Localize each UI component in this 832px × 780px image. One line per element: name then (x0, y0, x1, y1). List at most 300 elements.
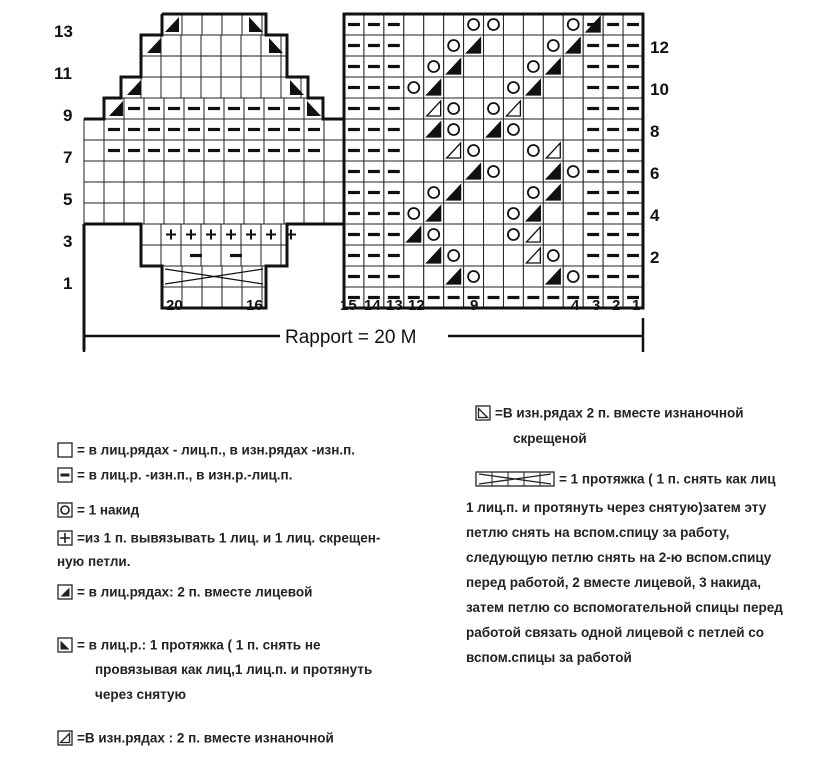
chart-cell (484, 140, 504, 161)
chart-cell (164, 182, 184, 203)
purl-dash (348, 212, 360, 215)
chart-cell (424, 161, 444, 182)
chart-cell (261, 77, 281, 98)
chart-cell (523, 56, 543, 77)
chart-cell (124, 161, 144, 182)
chart-cell (204, 161, 224, 182)
purl-dash (288, 149, 300, 152)
legend-line: затем петлю со вспомогательной спицы перед (466, 600, 783, 615)
chart-cell (144, 182, 164, 203)
chart-cell (503, 182, 523, 203)
chart-cell (201, 245, 221, 266)
chart-cell (424, 56, 444, 77)
purl-dash (248, 128, 260, 131)
column-number: 3 (592, 297, 601, 314)
chart-cell (144, 161, 164, 182)
chart-cell (221, 77, 241, 98)
chart-cell (503, 203, 523, 224)
purl-dash (627, 23, 639, 26)
purl-dash (348, 65, 360, 68)
chart-cell (164, 203, 184, 224)
chart-cell (523, 161, 543, 182)
purl-dash (368, 275, 380, 278)
chart-cell (543, 224, 563, 245)
chart-cell (264, 182, 284, 203)
purl-dash (348, 107, 360, 110)
chart-cell (543, 245, 563, 266)
chart-cell (264, 203, 284, 224)
chart-cell (164, 161, 184, 182)
purl-dash (488, 296, 500, 299)
chart-cell (161, 56, 181, 77)
chart-cell (404, 245, 424, 266)
legend-line: вспом.спицы за работой (466, 650, 632, 665)
purl-dash (627, 170, 639, 173)
chart-cell (324, 182, 344, 203)
column-number: 12 (408, 297, 425, 314)
purl-dash (607, 170, 619, 173)
purl-dash (168, 128, 180, 131)
chart-cell (284, 161, 304, 182)
purl-dash (148, 128, 160, 131)
chart-cell (503, 119, 523, 140)
plus-square-icon (57, 530, 73, 546)
legend-item-purl: = в лиц.р. -изн.п., в изн.р.-лиц.п. (57, 463, 292, 487)
chart-cell (404, 98, 424, 119)
purl-dash (627, 149, 639, 152)
purl-dash (607, 23, 619, 26)
chart-cell (523, 35, 543, 56)
chart-cell (84, 203, 104, 224)
purl-dash (128, 128, 140, 131)
chart-cell (464, 14, 484, 35)
chart-cell (503, 224, 523, 245)
row-number: 5 (63, 190, 73, 209)
chart-cell (201, 77, 221, 98)
purl-dash (388, 254, 400, 257)
purl-dash (108, 149, 120, 152)
row-number: 4 (650, 206, 660, 225)
purl-dash (587, 149, 599, 152)
chart-cell (464, 182, 484, 203)
chart-cell (324, 140, 344, 161)
chart-cell (563, 56, 583, 77)
purl-dash (348, 275, 360, 278)
chart-cell (444, 14, 464, 35)
chart-cell (184, 161, 204, 182)
chart-cell (523, 182, 543, 203)
chart-cell (224, 203, 244, 224)
chart-cell (503, 245, 523, 266)
purl-dash (208, 149, 220, 152)
chart-cell (104, 182, 124, 203)
chart-cell (543, 119, 563, 140)
row-number: 11 (54, 64, 72, 83)
chart-cell (244, 182, 264, 203)
purl-dash (587, 212, 599, 215)
chart-cell (503, 77, 523, 98)
chart-cell (484, 14, 504, 35)
chart-cell (104, 203, 124, 224)
purl-dash (607, 233, 619, 236)
purl-dash (188, 149, 200, 152)
purl-dash (627, 212, 639, 215)
purl-dash (268, 107, 280, 110)
legend-line: через снятую (95, 687, 187, 702)
chart-cell (464, 77, 484, 98)
purl-dash (208, 107, 220, 110)
chart-cell (503, 161, 523, 182)
purl-dash (368, 65, 380, 68)
chart-cell (484, 77, 504, 98)
purl-dash (228, 107, 240, 110)
chart-cell (484, 224, 504, 245)
chart-cell (161, 35, 181, 56)
chart-cell (201, 56, 221, 77)
purl-dash (248, 107, 260, 110)
cable-symbol-icon (475, 471, 555, 487)
purl-dash (368, 212, 380, 215)
purl-dash (587, 65, 599, 68)
ssk-square-icon (57, 637, 73, 653)
chart-cell (404, 140, 424, 161)
purl-dash (348, 44, 360, 47)
purl-dash (368, 44, 380, 47)
chart-cell (424, 266, 444, 287)
chart-cell (404, 182, 424, 203)
chart-cell (563, 245, 583, 266)
purl-dash (627, 275, 639, 278)
row-number: 10 (650, 80, 669, 99)
legend-item-k2tog: = в лиц.рядах: 2 п. вместе лицевой (57, 580, 312, 604)
purl-dash (627, 107, 639, 110)
purl-dash (428, 296, 440, 299)
column-number: 14 (364, 297, 381, 314)
purl-dash (627, 44, 639, 47)
legend-item-yarn-over: = 1 накид (57, 498, 139, 522)
purl-dash (607, 212, 619, 215)
empty-square-icon (57, 442, 73, 458)
chart-cell (141, 77, 161, 98)
purl-dash (607, 128, 619, 131)
chart-cell (284, 203, 304, 224)
legend-item-increase: =из 1 п. вывязывать 1 лиц. и 1 лиц. скрещен- (57, 526, 380, 550)
purl-dash (228, 128, 240, 131)
row-number: 2 (650, 248, 660, 267)
purl-dash (148, 107, 160, 110)
chart-cell (444, 203, 464, 224)
chart-cell (563, 140, 583, 161)
row-number: 7 (63, 148, 73, 167)
chart-cell (484, 98, 504, 119)
purl-dash (308, 149, 320, 152)
chart-cell (464, 98, 484, 119)
twisted-p2tog-square-icon (475, 405, 491, 421)
purl-dash (587, 107, 599, 110)
chart-cell (161, 245, 181, 266)
chart-cell (503, 14, 523, 35)
chart-cell (222, 14, 242, 35)
chart-cell (244, 203, 264, 224)
chart-cell (241, 77, 261, 98)
chart-cell (484, 266, 504, 287)
chart-cell (523, 119, 543, 140)
chart-cell (563, 77, 583, 98)
chart-cell (404, 119, 424, 140)
purl-dash (547, 296, 559, 299)
dash-square-icon (57, 467, 73, 483)
rapport-bracket (84, 318, 643, 352)
chart-cell (424, 140, 444, 161)
purl-dash (388, 275, 400, 278)
chart-cell (221, 56, 241, 77)
legend-item-ssk: = в лиц.р.: 1 протяжка ( 1 п. снять не (57, 633, 321, 657)
chart-cell (424, 14, 444, 35)
purl-dash (348, 170, 360, 173)
chart-cell (241, 35, 261, 56)
chart-cell (84, 119, 104, 140)
chart-cell (264, 161, 284, 182)
purl-dash (388, 170, 400, 173)
chart-cell (424, 35, 444, 56)
chart-cell (563, 182, 583, 203)
purl-dash (308, 128, 320, 131)
chart-cell (543, 14, 563, 35)
purl-dash (348, 86, 360, 89)
row-number: 3 (63, 232, 73, 251)
purl-dash (627, 191, 639, 194)
purl-dash (627, 65, 639, 68)
chart-cell (261, 56, 281, 77)
purl-dash (587, 254, 599, 257)
chart-cell (563, 203, 583, 224)
chart-cell (563, 266, 583, 287)
purl-dash (587, 275, 599, 278)
chart-cell (543, 35, 563, 56)
chart-cell (141, 56, 161, 77)
purl-dash (388, 23, 400, 26)
row-number: 13 (54, 22, 73, 41)
purl-dash (368, 128, 380, 131)
purl-dash (288, 107, 300, 110)
chart-cell (404, 266, 424, 287)
chart-cell (124, 203, 144, 224)
chart-cell (124, 182, 144, 203)
purl-dash (607, 44, 619, 47)
purl-dash (108, 128, 120, 131)
chart-cell (261, 245, 281, 266)
chart-cell (464, 245, 484, 266)
legend-line: провязывая как лиц,1 лиц.п. и протянуть (95, 662, 373, 677)
purl-dash (348, 23, 360, 26)
chart-cell (404, 56, 424, 77)
chart-cell (484, 56, 504, 77)
column-number: 15 (340, 297, 357, 314)
chart-cell (104, 161, 124, 182)
chart-cell (503, 35, 523, 56)
purl-dash (248, 149, 260, 152)
purl-dash (388, 65, 400, 68)
purl-dash (128, 149, 140, 152)
purl-dash (368, 23, 380, 26)
purl-dash (388, 233, 400, 236)
chart-cell (464, 140, 484, 161)
legend-line: перед работой, 2 вместе лицевой, 3 накида, (466, 575, 761, 590)
purl-dash (527, 296, 539, 299)
chart-cell (241, 245, 261, 266)
purl-dash (208, 128, 220, 131)
purl-dash (168, 107, 180, 110)
chart-cell (444, 224, 464, 245)
purl-dash (348, 191, 360, 194)
column-number: 4 (571, 297, 580, 314)
purl-dash (627, 128, 639, 131)
purl-dash (607, 149, 619, 152)
purl-dash (268, 149, 280, 152)
purl-dash (368, 191, 380, 194)
chart-cell (181, 56, 201, 77)
purl-dash (230, 254, 242, 257)
purl-dash (368, 233, 380, 236)
chart-cell (244, 161, 264, 182)
chart-cell (563, 161, 583, 182)
purl-dash (348, 233, 360, 236)
legend-item-knit: = в лиц.рядах - лиц.п., в изн.рядах -изн.п. (57, 438, 355, 462)
column-number: 1 (632, 297, 641, 314)
row-number: 9 (63, 106, 73, 125)
purl-dash (368, 107, 380, 110)
chart-cell (84, 161, 104, 182)
purl-dash (607, 65, 619, 68)
chart-cell (444, 245, 464, 266)
chart-cell (201, 35, 221, 56)
chart-cell (204, 203, 224, 224)
chart-cell (184, 182, 204, 203)
chart-cell (464, 56, 484, 77)
legend-line: работой связать одной лицевой с петлей со (466, 625, 765, 640)
purl-dash (388, 86, 400, 89)
chart-cell (484, 35, 504, 56)
chart-cell (202, 287, 222, 308)
chart-cell (563, 14, 583, 35)
purl-dash (168, 149, 180, 152)
purl-dash (587, 170, 599, 173)
chart-cell (241, 56, 261, 77)
legend-item-p2tog: =В изн.рядах : 2 п. вместе изнаночной (57, 726, 334, 750)
chart-cell (523, 140, 543, 161)
chart-cell (224, 161, 244, 182)
chart-cell (222, 266, 242, 287)
row-number: 1 (63, 274, 73, 293)
chart-cell (224, 182, 244, 203)
chart-cell (204, 182, 224, 203)
chart-cell (202, 14, 222, 35)
chart-cell (141, 224, 161, 245)
purl-dash (188, 107, 200, 110)
chart-cell (444, 98, 464, 119)
column-number: 9 (470, 297, 479, 314)
column-number: 16 (246, 297, 263, 314)
chart-cell (523, 266, 543, 287)
chart-cell (184, 203, 204, 224)
chart-cell (523, 14, 543, 35)
chart-cell (222, 287, 242, 308)
purl-dash (587, 86, 599, 89)
purl-dash (228, 149, 240, 152)
chart-cell (484, 182, 504, 203)
chart-cell (141, 245, 161, 266)
legend-line: 1 лиц.п. и протянуть через снятую)затем эту (466, 500, 767, 515)
purl-dash (627, 233, 639, 236)
purl-dash (607, 254, 619, 257)
chart-cell (563, 119, 583, 140)
purl-dash (627, 254, 639, 257)
chart-cell (404, 35, 424, 56)
purl-dash (388, 191, 400, 194)
chart-cell (444, 35, 464, 56)
legend-item-twisted-p2tog: =В изн.рядах 2 п. вместе изнаночной (475, 401, 744, 425)
p2tog-square-icon (57, 730, 73, 746)
purl-dash (348, 254, 360, 257)
chart-cell (444, 119, 464, 140)
rapport-label: Rapport = 20 M (285, 327, 417, 348)
purl-dash (388, 107, 400, 110)
chart-cell (503, 56, 523, 77)
chart-cell (563, 224, 583, 245)
chart-cell (324, 203, 344, 224)
chart-cell (84, 140, 104, 161)
chart-cell (181, 77, 201, 98)
chart-cell (182, 287, 202, 308)
chart-cell (444, 161, 464, 182)
legend-line: петлю снять на вспом.спицу за работу, (466, 525, 730, 540)
row-number: 12 (650, 38, 669, 57)
chart-cell (182, 266, 202, 287)
column-number: 13 (386, 297, 403, 314)
purl-dash (388, 128, 400, 131)
purl-dash (388, 44, 400, 47)
purl-dash (288, 128, 300, 131)
chart-cell (84, 182, 104, 203)
chart-cell (404, 203, 424, 224)
chart-cell (543, 77, 563, 98)
k2tog-square-icon (57, 584, 73, 600)
chart-cell (161, 77, 181, 98)
chart-cell (464, 224, 484, 245)
chart-cell (221, 35, 241, 56)
purl-dash (607, 86, 619, 89)
purl-dash (188, 128, 200, 131)
chart-cell (144, 203, 164, 224)
legend-line: следующую петлю снять на 2-ю вспом.спицу (466, 550, 772, 565)
purl-dash (587, 191, 599, 194)
chart-cell (304, 182, 324, 203)
chart-cell (563, 98, 583, 119)
purl-dash (587, 128, 599, 131)
chart-cell (404, 161, 424, 182)
chart-cell (484, 245, 504, 266)
chart-cell (304, 161, 324, 182)
purl-dash (388, 212, 400, 215)
left-row-numbers (54, 22, 73, 293)
chart-cell (523, 98, 543, 119)
chart-cell (503, 266, 523, 287)
purl-dash (388, 149, 400, 152)
chart-cell (404, 77, 424, 98)
row-number: 8 (650, 122, 660, 141)
purl-dash (368, 86, 380, 89)
legend-item-cable: = 1 протяжка ( 1 п. снять как лиц (475, 467, 776, 491)
